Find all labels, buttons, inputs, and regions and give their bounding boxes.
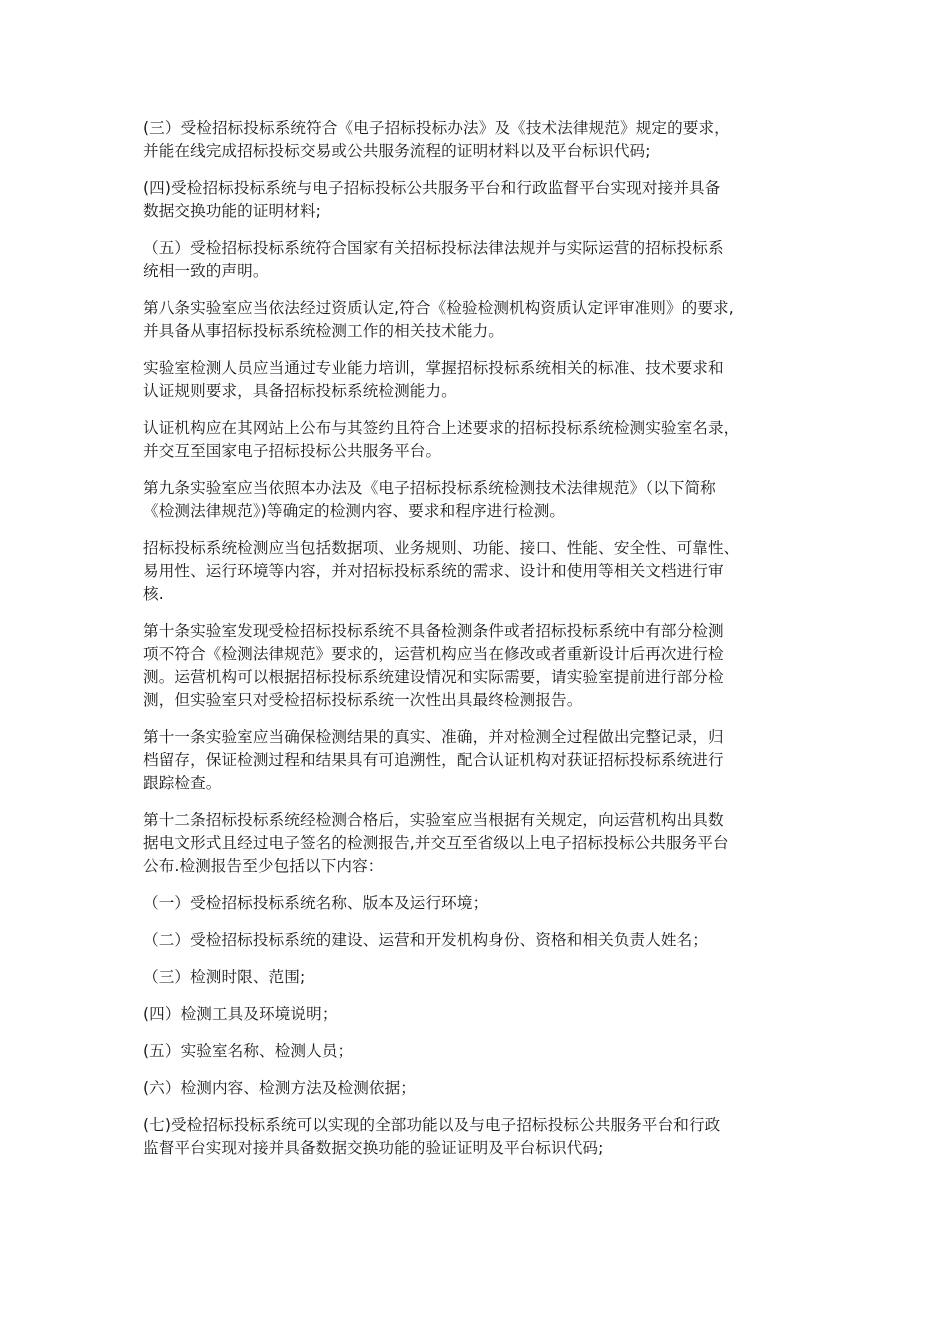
paragraph-line: 《检测法律规范》)等确定的检测内容、要求和程序进行检测。 xyxy=(143,502,566,520)
paragraph-line: (四）检测工具及环境说明； xyxy=(143,1005,338,1023)
paragraph xyxy=(143,417,811,463)
paragraph-line: 并交互至国家电子招标投标公共服务平台。 xyxy=(143,442,442,460)
paragraph xyxy=(143,620,811,712)
paragraph xyxy=(143,1003,811,1026)
paragraph xyxy=(143,297,811,343)
paragraph-line: 并能在线完成招标投标交易或公共服务流程的证明材料以及平台标识代码; xyxy=(143,142,651,160)
paragraph xyxy=(143,892,811,915)
paragraph-line: 项不符合《检测法律规范》要求的，运营机构应当在修改或者重新设计后再次进行检 xyxy=(143,645,724,663)
paragraph xyxy=(143,966,811,989)
paragraph-line: (六）检测内容、检测方法及检测依据； xyxy=(143,1079,416,1097)
paragraph-line: 第八条实验室应当依法经过资质认定,符合《检验检测机构资质认定评审准则》的要求, xyxy=(143,299,734,317)
paragraph-line: （三）检测时限、范围; xyxy=(143,968,306,986)
paragraph xyxy=(143,477,811,523)
paragraph-line: 公布.检测报告至少包括以下内容： xyxy=(143,857,384,875)
paragraph-line: 跟踪检查。 xyxy=(143,774,222,792)
paragraph-line: 认证规则要求，具备招标投标系统检测能力。 xyxy=(143,382,457,400)
paragraph-line: 档留存，保证检测过程和结果具有可追溯性，配合认证机构对获证招标投标系统进行 xyxy=(143,751,724,769)
paragraph-line: (四)受检招标投标系统与电子招标投标公共服务平台和行政监督平台实现对接并具备 xyxy=(143,179,721,197)
paragraph-line: （一）受检招标投标系统名称、版本及运行环境； xyxy=(143,894,489,912)
paragraph-line: 第十二条招标投标系统经检测合格后，实验室应当根据有关规定，向运营机构出具数 xyxy=(143,811,724,829)
paragraph-line: 据电文形式且经过电子签名的检测报告,并交互至省级以上电子招标投标公共服务平台 xyxy=(143,834,729,852)
paragraph xyxy=(143,929,811,952)
paragraph xyxy=(143,726,811,795)
paragraph-line: 数据交换功能的证明材料; xyxy=(143,202,321,220)
paragraph-line: 监督平台实现对接并具备数据交换功能的验证证明及平台标识代码; xyxy=(143,1139,604,1157)
paragraph-line: 第九条实验室应当依照本办法及《电子招标投标系统检测技术法律规范》（以下简称 xyxy=(143,479,716,497)
paragraph xyxy=(143,1077,811,1100)
paragraph xyxy=(143,357,811,403)
paragraph xyxy=(143,237,811,283)
paragraph-line: 招标投标系统检测应当包括数据项、业务规则、功能、接口、性能、安全性、可靠性、 xyxy=(143,539,740,557)
paragraph-line: 统相一致的声明。 xyxy=(143,262,269,280)
paragraph xyxy=(143,537,811,606)
paragraph xyxy=(143,177,811,223)
paragraph-line: 测，但实验室只对受检招标投标系统一次性出具最终检测报告。 xyxy=(143,691,583,709)
paragraph-line: (七)受检招标投标系统可以实现的全部功能以及与电子招标投标公共服务平台和行政 xyxy=(143,1116,721,1134)
paragraph xyxy=(143,1040,811,1063)
paragraph-line: （五）受检招标投标系统符合国家有关招标投标法律法规并与实际运营的招标投标系 xyxy=(143,239,724,257)
paragraph-line: 第十条实验室发现受检招标投标系统不具备检测条件或者招标投标系统中有部分检测 xyxy=(143,622,724,640)
paragraph xyxy=(143,809,811,878)
paragraph xyxy=(143,117,811,163)
document-body xyxy=(143,117,811,1174)
paragraph xyxy=(143,1114,811,1160)
paragraph-line: 并具备从事招标投标系统检测工作的相关技术能力。 xyxy=(143,322,504,340)
paragraph-line: 测。运营机构可以根据招标投标系统建设情况和实际需要，请实验室提前进行部分检 xyxy=(143,668,724,686)
paragraph-line: 核. xyxy=(143,585,164,603)
paragraph-line: 认证机构应在其网站上公布与其签约且符合上述要求的招标投标系统检测实验室名录， xyxy=(143,419,740,437)
paragraph-line: （二）受检招标投标系统的建设、运营和开发机构身份、资格和相关负责人姓名； xyxy=(143,931,708,949)
paragraph-line: (五）实验室名称、检测人员； xyxy=(143,1042,354,1060)
paragraph-line: (三）受检招标投标系统符合《电子招标投标办法》及《技术法律规范》规定的要求， xyxy=(143,119,730,137)
paragraph-line: 易用性、运行环境等内容，并对招标投标系统的需求、设计和使用等相关文档进行审 xyxy=(143,562,724,580)
paragraph-line: 第十一条实验室应当确保检测结果的真实、准确，并对检测全过程做出完整记录，归 xyxy=(143,728,724,746)
paragraph-line: 实验室检测人员应当通过专业能力培训，掌握招标投标系统相关的标准、技术要求和 xyxy=(143,359,724,377)
